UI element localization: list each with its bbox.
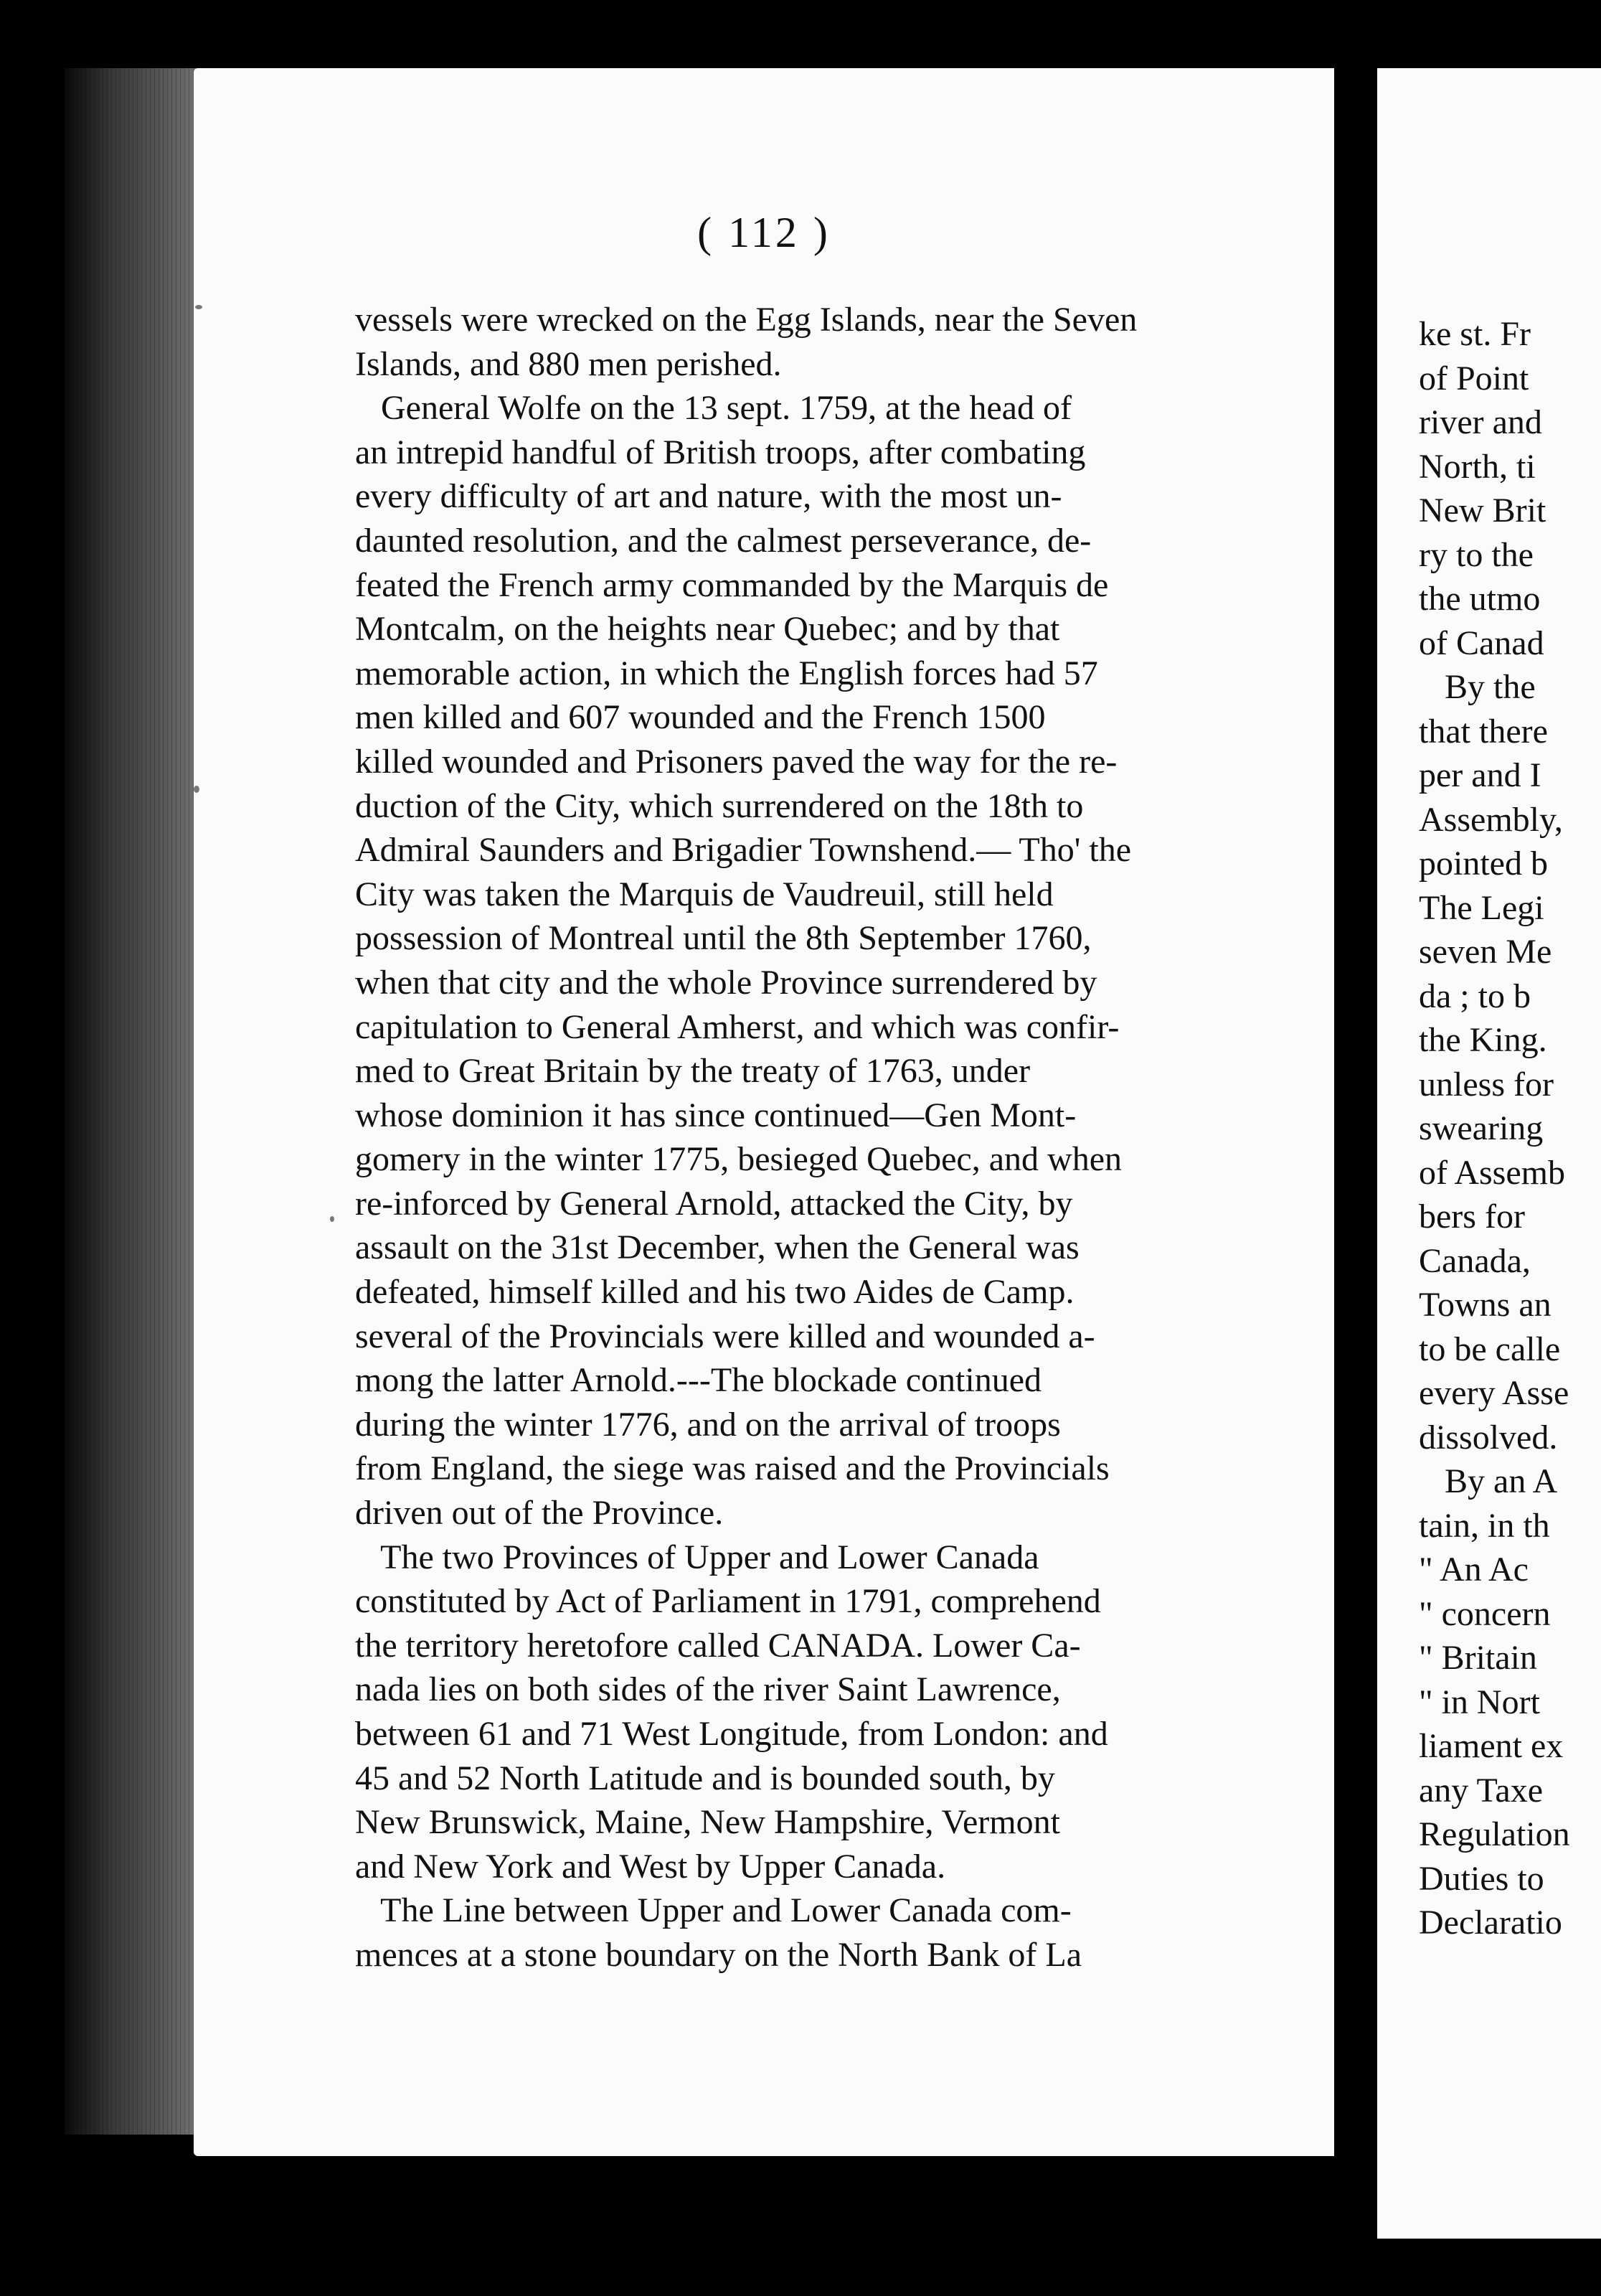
text-line: Montcalm, on the heights near Quebec; and by that [355, 610, 1060, 649]
text-line: da ; to b [1419, 977, 1531, 1015]
text-line: per and I [1419, 756, 1541, 794]
text-line: duction of the City, which surrendered on the 18th to [355, 786, 1084, 825]
text-line: " An Ac [1419, 1551, 1529, 1589]
text-line: any Taxe [1419, 1771, 1544, 1810]
text-line: dissolved. [1419, 1418, 1558, 1457]
text-line: assault on the 31st December, when the General was [355, 1228, 1080, 1267]
text-line: Islands, and 880 men perished. [355, 344, 782, 383]
text-line: The two Provinces of Upper and Lower Canada [355, 1538, 1039, 1576]
text-line: North, ti [1419, 447, 1536, 486]
text-line: Regulation [1419, 1815, 1570, 1853]
text-line: General Wolfe on the 13 sept. 1759, at the head of [355, 389, 1072, 428]
text-line: of Point [1419, 359, 1529, 397]
text-line: vessels were wrecked on the Egg Islands, near the Seven [355, 301, 1138, 339]
text-line: tain, in th [1419, 1506, 1550, 1545]
text-line: feated the French army commanded by the Marquis de [355, 565, 1109, 604]
text-line: every difficulty of art and nature, with the most un- [355, 477, 1062, 516]
text-line: " concern [1419, 1594, 1551, 1633]
text-line: river and [1419, 403, 1542, 441]
text-line: Declaratio [1419, 1904, 1562, 1942]
text-line: whose dominion it has since continued—Gen Mont- [355, 1096, 1077, 1134]
text-line: constituted by Act of Parliament in 1791, comprehend [355, 1582, 1101, 1621]
text-line: By the [1419, 668, 1536, 706]
right-page-text [1419, 312, 1601, 1945]
text-line: an intrepid handful of British troops, after combating [355, 433, 1086, 471]
text-line: daunted resolution, and the calmest perseverance, de- [355, 521, 1092, 560]
text-line: The Line between Upper and Lower Canada com- [355, 1891, 1072, 1930]
text-line: swearing [1419, 1109, 1544, 1147]
text-line: City was taken the Marquis de Vaudreuil, still held [355, 875, 1054, 913]
text-line: to be calle [1419, 1330, 1561, 1368]
text-line: of Canad [1419, 624, 1544, 662]
text-line: that there [1419, 712, 1548, 751]
text-line: every Asse [1419, 1374, 1569, 1412]
text-line: seven Me [1419, 933, 1552, 971]
text-line: Duties to [1419, 1859, 1544, 1898]
text-line: defeated, himself killed and his two Aides de Camp. [355, 1273, 1075, 1312]
text-line: driven out of the Province. [355, 1494, 724, 1533]
text-line: Canada, [1419, 1241, 1531, 1280]
text-line: the King. [1419, 1021, 1547, 1059]
text-line: several of the Provincials were killed and wounded a- [355, 1317, 1095, 1355]
text-line: Assembly, [1419, 800, 1563, 839]
text-line: med to Great Britain by the treaty of 1763, under [355, 1052, 1031, 1091]
text-line: liament ex [1419, 1727, 1564, 1765]
text-line: Admiral Saunders and Brigadier Townshend.— Tho' the [355, 831, 1131, 870]
text-line: 45 and 52 North Latitude and is bounded south, by [355, 1759, 1055, 1797]
text-line: the territory heretofore called CANADA. Lower Ca- [355, 1626, 1081, 1665]
page-number: ( 112 ) [697, 209, 831, 256]
text-line: during the winter 1776, and on the arrival of troops [355, 1405, 1061, 1444]
text-line: when that city and the whole Province surrendered by [355, 963, 1097, 1002]
text-line: mences at a stone boundary on the North Bank of La [355, 1935, 1082, 1974]
text-line: gomery in the winter 1775, besieged Quebec, and when [355, 1140, 1123, 1179]
text-line: between 61 and 71 West Longitude, from London: and [355, 1715, 1108, 1753]
text-line: mong the latter Arnold.---The blockade continued [355, 1361, 1042, 1400]
left-page-text [355, 298, 1334, 1977]
text-line: New Brit [1419, 491, 1546, 530]
page-speck [194, 786, 199, 793]
page-speck [330, 1216, 334, 1222]
text-line: nada lies on both sides of the river Saint Lawrence, [355, 1670, 1061, 1709]
text-line: ke st. Fr [1419, 315, 1531, 353]
text-line: re-inforced by General Arnold, attacked the City, by [355, 1184, 1073, 1223]
text-line: Towns an [1419, 1286, 1552, 1324]
text-line: from England, the siege was raised and the Provincials [355, 1449, 1110, 1488]
text-line: possession of Montreal until the 8th September 1760, [355, 919, 1092, 958]
text-line: the utmo [1419, 580, 1541, 618]
text-line: ry to the [1419, 535, 1534, 574]
book-fore-edge [65, 68, 208, 2135]
text-line: and New York and West by Upper Canada. [355, 1847, 946, 1886]
text-line: The Legi [1419, 888, 1544, 927]
text-line: unless for [1419, 1065, 1554, 1104]
text-line: By an A [1419, 1462, 1558, 1500]
text-line: capitulation to General Amherst, and which was confir- [355, 1007, 1120, 1046]
text-line: New Brunswick, Maine, New Hampshire, Vermont [355, 1803, 1060, 1842]
right-page [1377, 68, 1601, 2239]
text-line: " in Nort [1419, 1683, 1540, 1721]
text-line: of Assemb [1419, 1153, 1565, 1192]
text-line: bers for [1419, 1198, 1525, 1236]
text-line: killed wounded and Prisoners paved the way for the re- [355, 742, 1118, 781]
text-line: memorable action, in which the English forces had 57 [355, 654, 1098, 692]
text-line: " Britain [1419, 1639, 1537, 1677]
text-line: pointed b [1419, 844, 1548, 883]
left-page [194, 68, 1334, 2156]
page-speck [195, 305, 202, 309]
text-line: men killed and 607 wounded and the French 1500 [355, 698, 1046, 737]
